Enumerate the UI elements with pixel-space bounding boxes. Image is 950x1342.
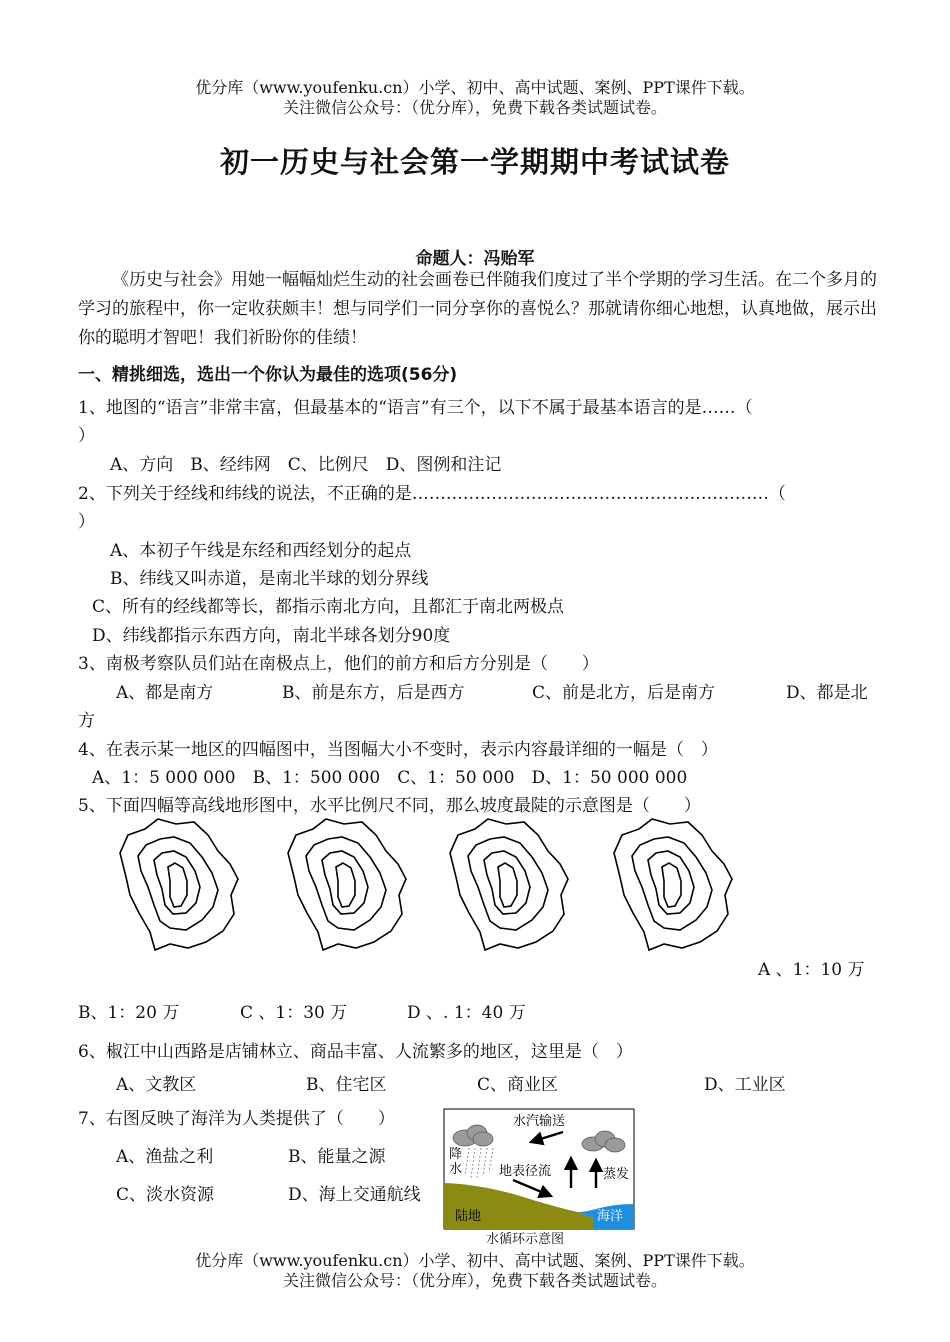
q2-option-b: B、纬线又叫赤道，是南北半球的划分界线 <box>110 569 429 589</box>
q7-option-d: D、海上交通航线 <box>288 1185 421 1205</box>
q3-option-d-cont: 方 <box>78 711 95 731</box>
label-land: 陆地 <box>455 1209 482 1224</box>
label-rain-1: 降 <box>449 1147 463 1162</box>
q7-option-b: B、能量之源 <box>288 1147 386 1167</box>
q5-option-d: D 、. 1：40 万 <box>407 1003 526 1023</box>
q5-option-a: A 、1：10 万 <box>758 960 865 980</box>
q6-option-d: D、工业区 <box>704 1075 786 1095</box>
q4-options: A、1：5 000 000 B、1：500 000 C、1：50 000 D、1：50 000 000 <box>92 768 688 788</box>
label-vapor: 水汽输送 <box>513 1114 566 1129</box>
q6-option-c: C、商业区 <box>477 1075 559 1095</box>
q2-option-c: C、所有的经线都等长，都指示南北方向，且都汇于南北两极点 <box>92 597 565 617</box>
q6-option-b: B、住宅区 <box>306 1075 387 1095</box>
author: 命题人：冯贻军 <box>415 249 535 269</box>
q5-option-c: C 、1：30 万 <box>240 1003 348 1023</box>
section-heading: 一、精挑细选，选出一个你认为最佳的选项(56分) <box>78 365 458 385</box>
q7-option-c: C、淡水资源 <box>116 1185 215 1205</box>
q3-option-c: C、前是北方，后是南方 <box>532 683 716 703</box>
contour-maps <box>110 815 750 960</box>
q2-option-a: A、本初子午线是东经和西经划分的起点 <box>110 541 412 561</box>
contour-map-4 <box>614 819 732 950</box>
label-evap: 蒸发 <box>603 1167 630 1182</box>
intro-paragraph: 《历史与社会》用她一幅幅灿烂生动的社会画卷已伴随我们度过了半个学期的学习生活。在二个多月的学习的旅程中，你一定收获颇丰！想与同学们一同分享你的喜悦么？那就请你细心地想，认真地做，展示出你的聪明才智吧！我们祈盼你的佳绩！ <box>78 270 877 348</box>
diagram-caption: 水循环示意图 <box>486 1232 565 1247</box>
footer-line-1: 优分库（www.youfenku.cn）小学、初中、高中试题、案例、PPT课件下载。 <box>195 1251 755 1270</box>
contour-map-3 <box>450 819 568 950</box>
q5-stem: 5、下面四幅等高线地形图中，水平比例尺不同，那么坡度最陡的示意图是（ ） <box>78 796 701 816</box>
q2-stem-end: ） <box>78 512 95 532</box>
q1-stem: 1、地图的“语言”非常丰富，但最基本的“语言”有三个，以下不属于最基本语言的是……（ <box>78 398 753 418</box>
contour-map-2 <box>288 819 406 950</box>
label-runoff: 地表径流 <box>499 1164 552 1179</box>
contour-line <box>168 863 187 907</box>
q1-options: A、方向 B、经纬网 C、比例尺 D、图例和注记 <box>110 455 502 475</box>
q7-option-a: A、渔盐之利 <box>116 1147 214 1167</box>
q6-stem: 6、椒江中山西路是店铺林立、商品丰富、人流繁多的地区，这里是（ ） <box>78 1042 633 1062</box>
q3-option-a: A、都是南方 <box>116 683 214 703</box>
q3-stem: 3、南极考察队员们站在南极点上，他们的前方和后方分别是（ ） <box>78 654 599 674</box>
q3-option-d: D、都是北 <box>786 683 868 703</box>
q3-option-b: B、前是东方，后是西方 <box>282 683 465 703</box>
q6-option-a: A、文教区 <box>116 1075 197 1095</box>
header-line-2: 关注微信公众号：（优分库），免费下载各类试题试卷。 <box>282 98 667 117</box>
q5-option-b: B、1：20 万 <box>78 1003 180 1023</box>
label-rain-2: 水 <box>449 1162 463 1177</box>
contour-line <box>154 851 200 914</box>
q2-option-d: D、纬线都指示东西方向，南北半球各划分90度 <box>92 626 451 646</box>
q4-stem: 4、在表示某一地区的四幅图中，当图幅大小不变时，表示内容最详细的一幅是（ ） <box>78 740 718 760</box>
footer-line-2: 关注微信公众号：（优分库），免费下载各类试题试卷。 <box>282 1271 667 1290</box>
header-line-1: 优分库（www.youfenku.cn）小学、初中、高中试题、案例、PPT课件下载。 <box>195 78 755 97</box>
water-cycle-diagram <box>443 1108 635 1230</box>
q1-stem-end: ） <box>78 426 95 446</box>
q7-stem: 7、右图反映了海洋为人类提供了（ ） <box>78 1109 395 1129</box>
q2-stem: 2、下列关于经线和纬线的说法，不正确的是………………………………………………………（ <box>78 484 786 504</box>
label-ocean: 海洋 <box>597 1209 624 1224</box>
contour-line <box>138 837 218 930</box>
page-title: 初一历史与社会第一学期期中考试试卷 <box>219 145 730 179</box>
